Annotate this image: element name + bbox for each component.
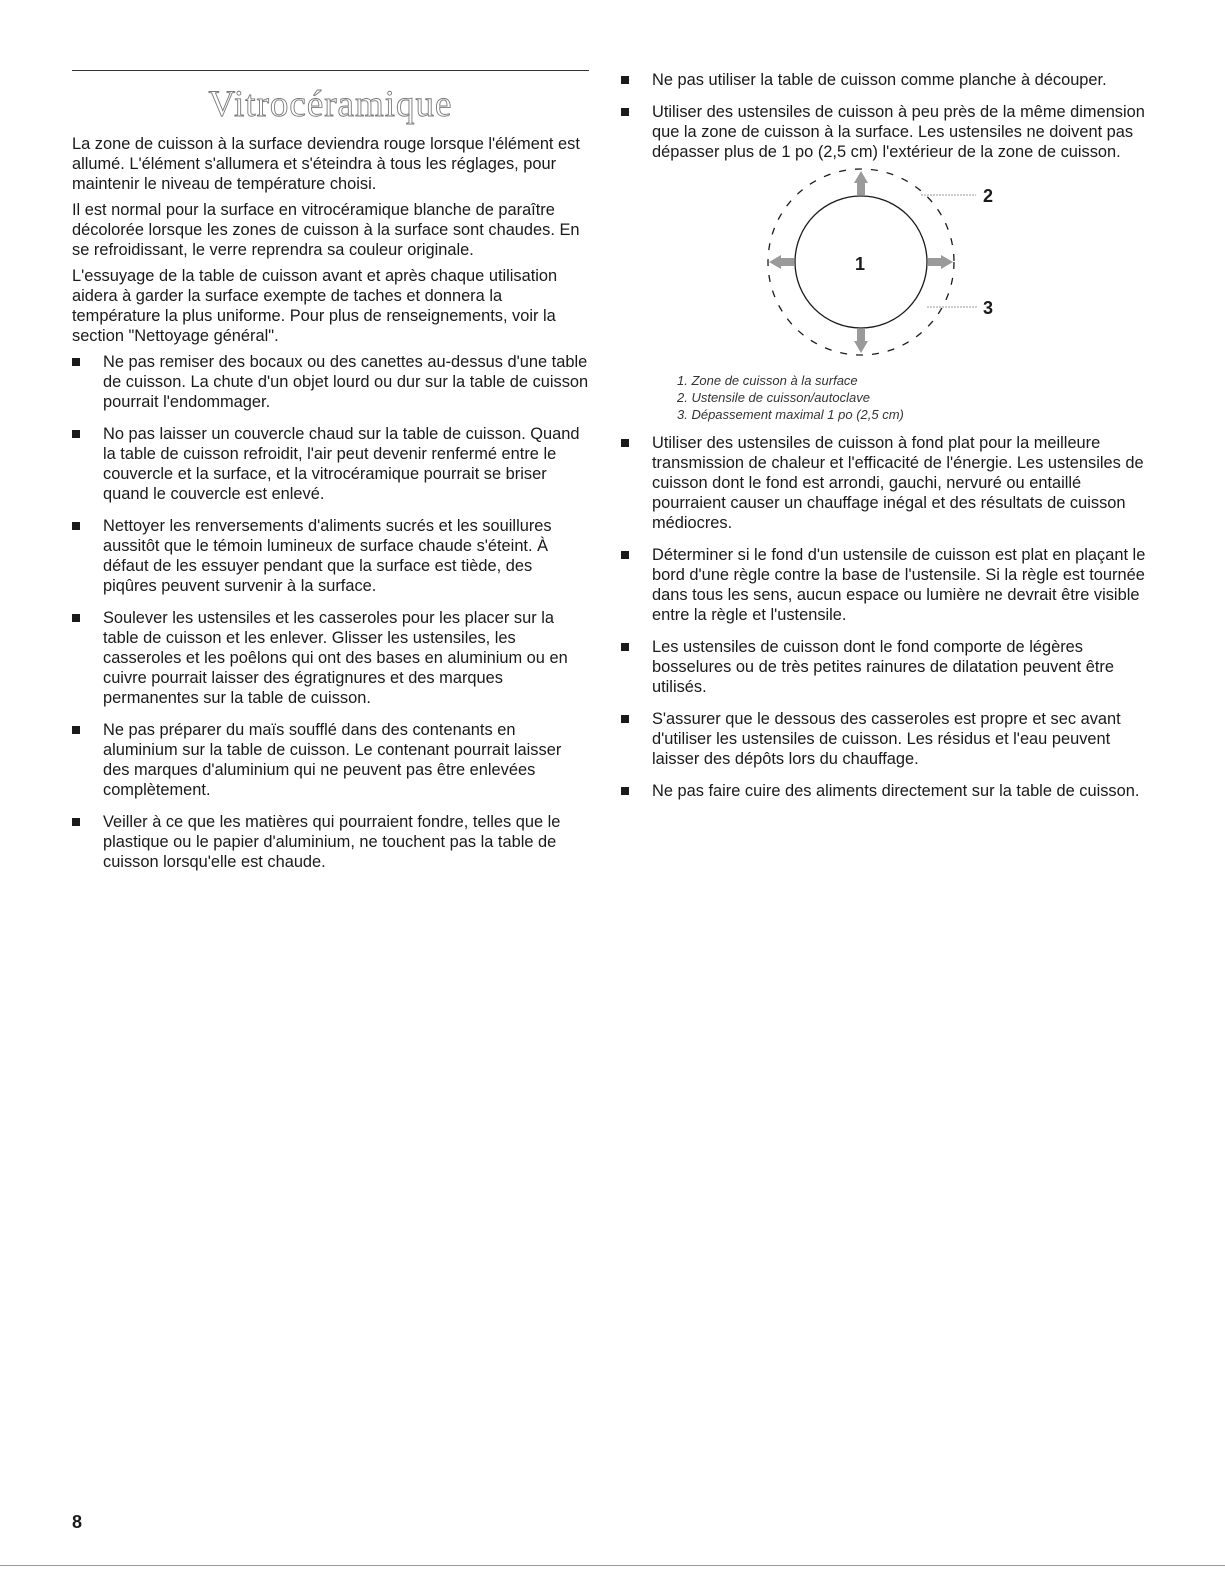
paragraph-wiping: L'essuyage de la table de cuisson avant et après chaque utilisation aidera à garder la surface exempte de taches et donnera la température la plus uniforme. Pour plus de renseignements, voir la section "Nettoyage général". — [72, 267, 558, 345]
bullet-square-icon — [72, 430, 80, 438]
list-item: Ne pas utiliser la table de cuisson comme planche à découper. — [621, 70, 1148, 90]
list-item: Ne pas remiser des bocaux ou des canettes au-dessus d'une table de cuisson. La chute d'un objet lourd ou dur sur la table de cuisson pourrait l'endommager. — [72, 352, 589, 412]
arrow-up-icon — [854, 171, 868, 183]
bullet-square-icon — [621, 439, 629, 447]
bullet-square-icon — [621, 715, 629, 723]
paragraph-red-zone: La zone de cuisson à la surface deviendra rouge lorsque l'élément est allumé. L'élément s'allumera et s'éteindra à tous les réglages, pour maintenir le niveau de température choisi. — [72, 135, 580, 193]
bullet-square-icon — [72, 522, 80, 530]
diagram-label-1: 1 — [855, 254, 866, 274]
bullet-square-icon — [72, 358, 80, 366]
title-rule — [72, 70, 589, 71]
right-bullet-list-top — [621, 70, 1148, 162]
list-item: No pas laisser un couvercle chaud sur la table de cuisson. Quand la table de cuisson refroidit, l'air peut devenir renfermé entre le couvercle et la surface, et la vitrocéramique pourrait se briser quand le couvercle est enlevé. — [72, 424, 589, 504]
list-item: Ne pas préparer du maïs soufflé dans des contenants en aluminium sur la table de cuisson. Le contenant pourrait laisser des marques d'aluminium qui ne peuvent pas être enlevées complètement. — [72, 720, 589, 800]
left-column — [72, 70, 589, 884]
cookware-size-diagram — [621, 162, 1148, 372]
list-item: Utiliser des ustensiles de cuisson à fond plat pour la meilleure transmission de chaleur et l'efficacité de l'énergie. Les ustensiles de cuisson dont le fond est arrondi, gauchi, nervuré ou entaillé pourraient causer un chauffage inégal et des résultats de cuisson médiocres. — [621, 433, 1148, 533]
bottom-rule — [0, 1565, 1225, 1566]
bullet-square-icon — [621, 76, 629, 84]
bullet-square-icon — [621, 551, 629, 559]
caption-2: 2. Ustensile de cuisson/autoclave — [677, 390, 870, 405]
bullet-square-icon — [72, 614, 80, 622]
diagram-label-3: 3 — [983, 298, 994, 318]
bullet-square-icon — [621, 643, 629, 651]
bullet-square-icon — [621, 108, 629, 116]
list-item: Soulever les ustensiles et les casseroles pour les placer sur la table de cuisson et les enlever. Glisser les ustensiles, les casseroles et les poêlons qui ont des bases en aluminium ou en cuivre pourrait laisser des égratignures et des marques permanentes sur la table de cuisson. — [72, 608, 589, 708]
list-item: S'assurer que le dessous des casseroles est propre et sec avant d'utiliser les ustensiles de cuisson. Les résidus et l'eau peuvent laisser des dépôts lors du chauffage. — [621, 709, 1148, 769]
arrow-right-icon — [941, 255, 953, 269]
list-item: Nettoyer les renversements d'aliments sucrés et les souillures aussitôt que le témoin lumineux de surface chaude s'éteint. À défaut de les essuyer pendant que la surface est tiède, des piqûres peuvent survenir à la surface. — [72, 516, 589, 596]
arrow-down-icon — [854, 341, 868, 353]
cookware-diagram-svg — [621, 162, 1148, 372]
bullet-square-icon — [72, 818, 80, 826]
diagram-label-2: 2 — [983, 186, 994, 206]
arrow-left-icon — [769, 255, 781, 269]
left-bullet-list — [72, 352, 589, 872]
section-title: Vitrocéramique — [208, 84, 453, 125]
page-number: 8 — [72, 1512, 83, 1532]
list-item: Utiliser des ustensiles de cuisson à peu près de la même dimension que la zone de cuisson à la surface. Les ustensiles ne doivent pas dépasser plus de 1 po (2,5 cm) l'extérieur de la zone de cuisson. — [621, 102, 1148, 162]
bullet-square-icon — [621, 787, 629, 795]
list-item: Veiller à ce que les matières qui pourraient fondre, telles que le plastique ou le papier d'aluminium, ne touchent pas la table de cuisson lorsqu'elle est chaude. — [72, 812, 589, 872]
paragraph-discoloration: Il est normal pour la surface en vitrocéramique blanche de paraître décolorée lorsque les zones de cuisson à la surface sont chaudes. En se refroidissant, le verre reprendra sa couleur originale. — [72, 201, 580, 259]
bullet-square-icon — [72, 726, 80, 734]
caption-3: 3. Dépassement maximal 1 po (2,5 cm) — [677, 407, 904, 422]
caption-1: 1. Zone de cuisson à la surface — [677, 373, 858, 388]
list-item: Les ustensiles de cuisson dont le fond comporte de légères bosselures ou de très petites rainures de dilatation peuvent être utilisés. — [621, 637, 1148, 697]
list-item: Déterminer si le fond d'un ustensile de cuisson est plat en plaçant le bord d'une règle contre la base de l'ustensile. Si la règle est tournée dans tous les sens, aucun espace ou lumière ne devrait être visible entre la règle et l'ustensile. — [621, 545, 1148, 625]
list-item: Ne pas faire cuire des aliments directement sur la table de cuisson. — [621, 781, 1148, 801]
diagram-captions — [621, 372, 1148, 423]
right-column — [621, 66, 1148, 813]
right-bullet-list-bottom — [621, 433, 1148, 801]
